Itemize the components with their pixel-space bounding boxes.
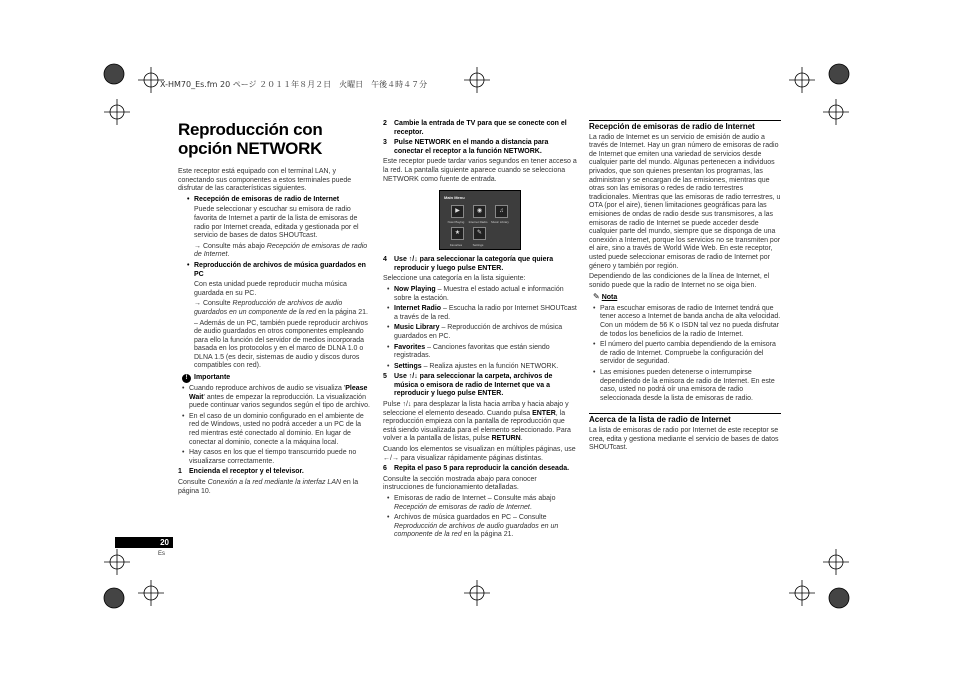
- bullet-internet-radio-text: Puede seleccionar y escuchar su emisora de radio favorita de Internet a partir de la lista de emisoras de radio por Internet creada, editada y gestionada por el servicio de bases de datos SHOUTcast.: [194, 206, 359, 240]
- section-rule: [589, 120, 781, 121]
- step-1: 1 Encienda el receptor y el televisor.: [178, 468, 304, 476]
- internet-radio-paragraph: La radio de Internet es un servicio de emisión de audio a través de Internet. Hay un gran número de emisoras de radio de Internet que emiten una variedad de servicios desde cualquier parte del mundo. Algunas pertenecen a individuos privados, que son quienes presentan los programas, las administran y se encargan de las emisiones, mientras que otras son las emisoras o redes de radio terrestres tradicionales. Mientras que las emisoras de radio terrestres, u OTA (por el aire), tienen limitaciones geográficas para las emisiones de ondas de radio desde sus transmisores, a las emisoras de radio de Internet se puede acceder desde cualquier parte del mundo, siempre que se disponga de una conexión a Internet, porque los servicios no se transmiten por el aire, sino a través de World Wide Web. En este receptor, usted puede seleccionar emisoras de radio de Internet por género y también por región.: [589, 133, 781, 270]
- important-item-2: • En el caso de un dominio configurado en el ambiente de red de Windows, usted no podrá acceder a un PC de la red mientras esté conectado al dominio. En lugar de conectar al dominio, conecte a la máquina local.: [178, 413, 372, 447]
- menu-label-music-library: Music Library: [491, 220, 509, 225]
- step-3-text: Este receptor puede tardar varios segundos en tener acceso a la red. La pantalla siguiente aparece cuando se selecciona NETWORK como fuente de entrada.: [383, 158, 577, 183]
- step-3: 3 Pulse NETWORK en el mando a distancia para conectar el receptor a la función NETWORK.: [383, 139, 549, 155]
- column-2: [383, 120, 577, 542]
- menu-label-favorites: Favorites: [449, 243, 463, 248]
- step-1-text: Consulte Conexión a la red mediante la interfaz LAN en la página 10.: [178, 479, 359, 495]
- step-2: 2 Cambie la entrada de TV para que se conecte con el receptor.: [383, 120, 567, 136]
- ref-pc-music: • Archivos de música guardados en PC – Consulte Reproducción de archivos de audio guardados en un componente de la red en la página 21.: [383, 514, 577, 540]
- crop-mark-bottom-left: [104, 549, 164, 608]
- step-5-text-2: Cuando los elementos se visualizan en múltiples páginas, use ←/→ para visualizar rápidamente páginas distintas.: [383, 446, 576, 462]
- bullet-internet-radio-title: • Recepción de emisoras de radio de Internet: [178, 196, 372, 205]
- step-6-text: Consulte la sección mostrada abajo para conocer instrucciones de funcionamiento detalladas.: [383, 475, 537, 492]
- menu-label-settings: Settings: [472, 243, 484, 248]
- important-icon: !: [182, 374, 191, 383]
- crop-mark-top-center: [464, 67, 490, 93]
- note-item-3: • Las emisiones pueden detenerse o interrumpirse dependiendo de la emisora de radio de Internet. En este caso, usted no podrá oír una emisora de radio seleccionada desde la lista de emisoras de radio.: [589, 369, 783, 403]
- menu-label-internet-radio: Internet Radio: [468, 220, 488, 225]
- file-header: X-HM70_Es.fm 20 ページ ２０１１年８月２日 火曜日 午後４時４７分: [160, 80, 428, 89]
- internet-radio-paragraph-2: Dependiendo de las condiciones de la línea de Internet, el sonido puede que la radio de Internet no se oiga bien.: [589, 273, 770, 289]
- page-number: 20: [115, 537, 173, 548]
- bullet-pc-music-dash: – Además de un PC, también puede reproducir archivos de audio guardados en otros componentes empleando para ello la función del servidor de medios incorporada basada en los protocolos y en el marco de DLNA 1.0 o DLNA 1.5 (es decir, sistemas de audio y discos duros compatibles con red).: [194, 319, 368, 370]
- step-5: 5 Use ↑/↓ para seleccionar la carpeta, archivos de música o emisora de radio de Internet que va a reproducir y luego pulse ENTER.: [383, 373, 553, 398]
- bullet-pc-music-title: • Reproducción de archivos de música guardados en PC: [178, 262, 372, 279]
- note-item-2: • El número del puerto cambia dependiendo de la emisora de radio de Internet. Compruebe la configuración del servidor de seguridad.: [589, 341, 783, 367]
- crop-mark-bottom-right: [789, 549, 849, 608]
- music-library-icon: ♫: [495, 205, 508, 218]
- step-6: 6 Repita el paso 5 para reproducir la canción deseada.: [383, 465, 570, 473]
- note-item-1: • Para escuchar emisoras de radio de Internet tendrá que tener acceso a Internet de banda ancha de alta velocidad. Con un módem de 56 K o ISDN tal vez no pueda disfrutar de todos los beneficios de la radio de Internet.: [589, 305, 783, 339]
- section-rule-2: [589, 413, 781, 414]
- page-language: Es: [158, 551, 166, 557]
- column-3: [589, 120, 783, 455]
- important-item-3: • Hay casos en los que el tiempo transcurrido puede no visualizarse correctamente.: [178, 449, 372, 466]
- note-heading: ✎ Nota: [593, 292, 618, 302]
- favorites-icon: ★: [451, 227, 464, 240]
- radio-list-paragraph: La lista de emisoras de radio por Internet de este receptor se crea, edita y gestiona mediante el servicio de bases de datos SHOUTcast.: [589, 427, 779, 452]
- settings-icon: ✎: [473, 227, 486, 240]
- category-now-playing: • Now Playing – Muestra el estado actual e información sobre la estación.: [383, 286, 577, 303]
- category-favorites: • Favorites – Canciones favoritas que están siendo registradas.: [383, 344, 577, 361]
- main-menu-screen-image: [439, 190, 521, 250]
- column-1: [178, 120, 372, 498]
- important-item-1: • Cuando reproduce archivos de audio se visualiza 'Please Wait' antes de empezar la reproducción. La visualización puede continuar varios segundos según el tipo de archivo.: [178, 385, 372, 411]
- crop-mark-top-left: [104, 64, 164, 125]
- ref-internet-radio: • Emisoras de radio de Internet – Consulte más abajo Recepción de emisoras de radio de Internet.: [383, 495, 577, 512]
- bullet-internet-radio-ref: → Consulte más abajo Recepción de emisoras de radio de Internet.: [194, 242, 368, 259]
- step-4: 4 Use ↑/↓ para seleccionar la categoría que quiera reproducir y luego pulse ENTER.: [383, 256, 554, 272]
- main-menu-title: Main Menu: [444, 195, 465, 201]
- important-heading: ! Importante: [182, 374, 372, 383]
- menu-label-now-playing: Now Playing: [447, 220, 465, 225]
- now-playing-icon: ▶: [451, 205, 464, 218]
- section-heading-internet-radio: Recepción de emisoras de radio de Internet: [589, 122, 755, 131]
- pencil-icon: ✎: [593, 292, 600, 302]
- step-4-text: Seleccione una categoría en la lista siguiente:: [383, 275, 526, 283]
- crop-mark-top-right: [789, 64, 849, 125]
- page-title: Reproducción con opción NETWORK: [178, 120, 323, 158]
- internet-radio-icon: ◉: [473, 205, 486, 218]
- step-5-text: Pulse ↑/↓ para desplazar la lista hacia arriba y hacia abajo y seleccione el elemento deseado. Cuando pulsa ENTER, la reproducción empieza con la pantalla de reproducción que está siendo visualizada para el elemento seleccionado. Para volver a la pantalla de listas, pulse RETURN.: [383, 401, 571, 443]
- category-music-library: • Music Library – Reproducción de archivos de música guardados en PC.: [383, 324, 577, 341]
- bullet-pc-music-text: Con esta unidad puede reproducir mucha música guardada en su PC.: [194, 281, 347, 297]
- category-settings: • Settings – Realiza ajustes en la función NETWORK.: [383, 363, 577, 372]
- category-internet-radio: • Internet Radio – Escucha la radio por Internet SHOUTcast a través de la red.: [383, 305, 577, 322]
- section-heading-radio-list: Acerca de la lista de radio de Internet: [589, 415, 731, 425]
- crop-mark-bottom-center: [464, 580, 490, 606]
- intro-text: Este receptor está equipado con el terminal LAN, y conectando sus componentes a estos terminales puede disfrutar de las características siguientes.: [178, 168, 352, 193]
- bullet-pc-music-ref: → Consulte Reproducción de archivos de audio guardados en un componente de la red en la página 21.: [194, 300, 368, 316]
